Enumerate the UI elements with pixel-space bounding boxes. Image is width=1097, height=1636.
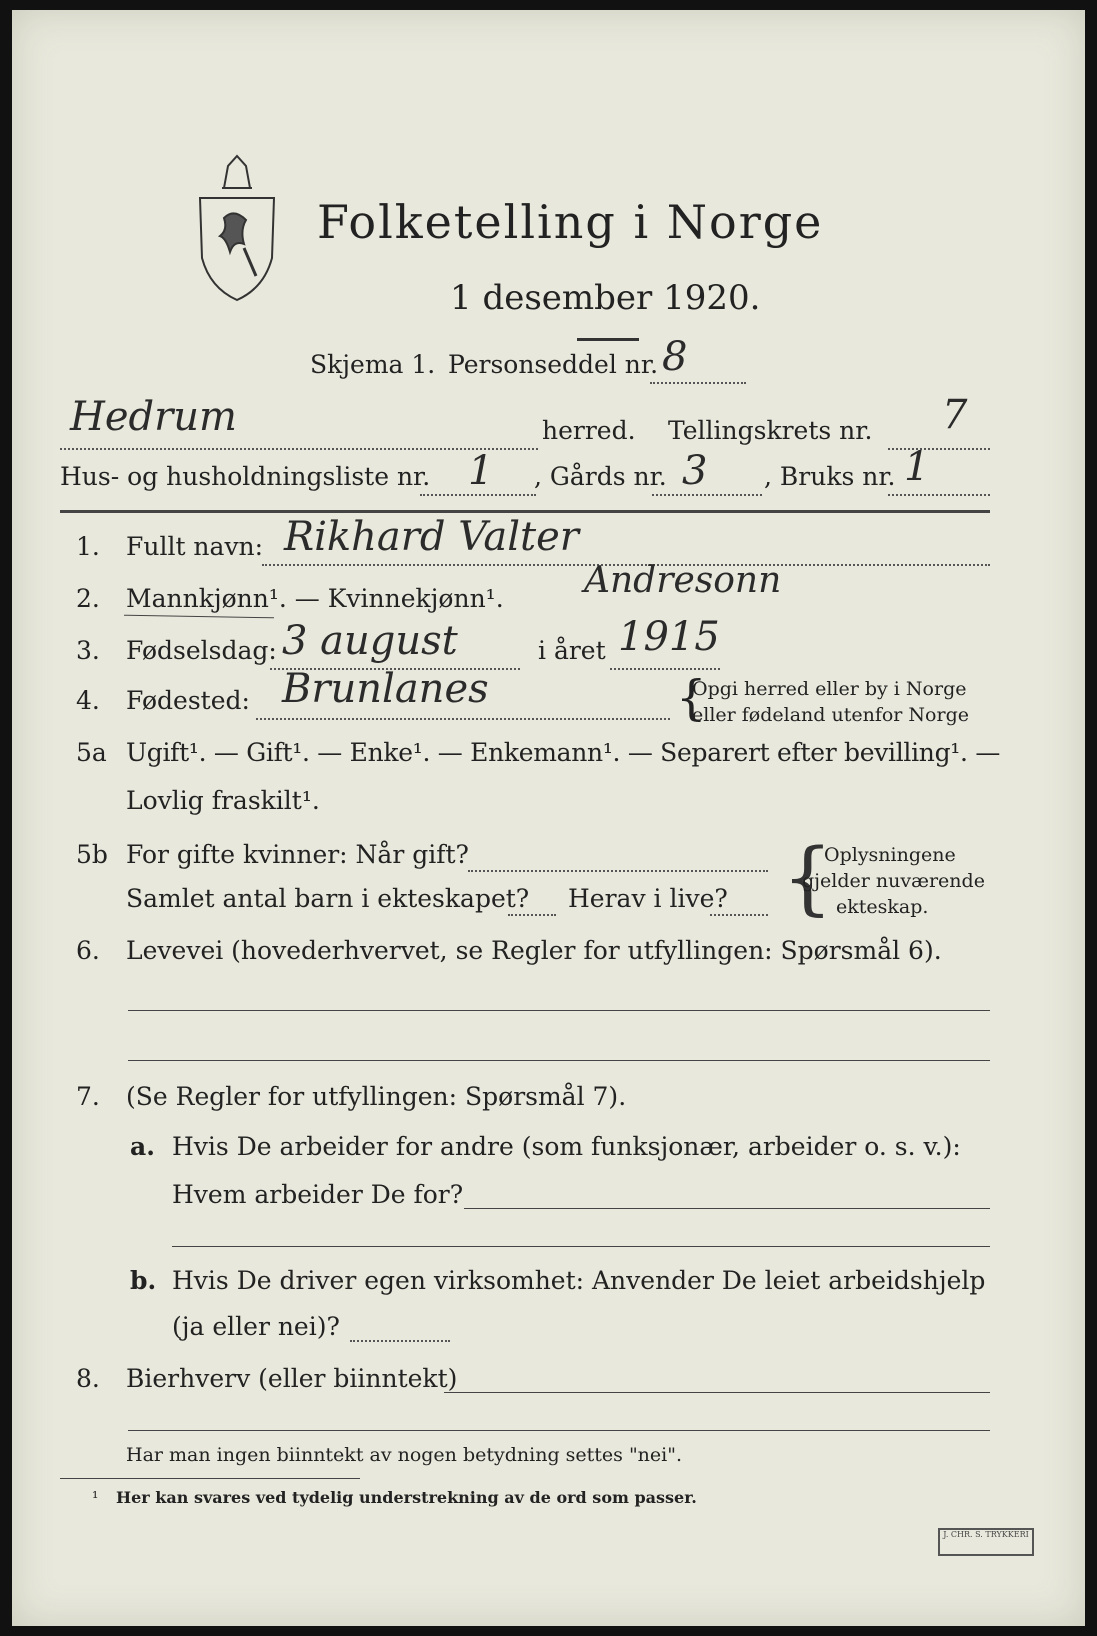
q8-number: 8. bbox=[76, 1364, 100, 1393]
income-note: Har man ingen biinntekt av nogen betydning settes "nei". bbox=[126, 1444, 683, 1466]
occupation-line-1[interactable] bbox=[128, 1010, 990, 1011]
census-form bbox=[12, 10, 1085, 1626]
title-divider bbox=[577, 338, 639, 341]
birthplace-note-1: Opgi herred eller by i Norge bbox=[692, 678, 967, 700]
bruks-value[interactable]: 1 bbox=[904, 444, 930, 490]
herred-label: herred. bbox=[542, 416, 636, 445]
birthdate-label: Fødselsdag: bbox=[126, 636, 277, 665]
personseddel-line bbox=[650, 382, 746, 384]
birthyear-label: i året bbox=[538, 636, 606, 665]
personseddel-value[interactable]: 8 bbox=[662, 334, 688, 380]
children-total-label: Samlet antal barn i ekteskapet? bbox=[126, 884, 530, 913]
children-alive-line bbox=[710, 914, 768, 916]
footnote-text: Her kan svares ved tydelig understrekning av de ord som passer. bbox=[116, 1488, 697, 1507]
hired-help-line[interactable] bbox=[350, 1340, 450, 1342]
employer-line-2[interactable] bbox=[172, 1246, 990, 1247]
footnote-marker: ¹ bbox=[92, 1488, 99, 1507]
tellingskrets-label: Tellingskrets nr. bbox=[668, 416, 873, 445]
bruks-label: , Bruks nr. bbox=[764, 462, 896, 491]
census-date: 1 desember 1920. bbox=[450, 278, 761, 318]
gender-options[interactable]: Mannkjønn¹. — Kvinnekjønn¹. bbox=[126, 584, 504, 613]
q7-number: 7. bbox=[76, 1082, 100, 1111]
birthplace-value[interactable]: Brunlanes bbox=[282, 666, 489, 712]
occupation-label: Levevei (hovederhvervet, se Regler for utfyllingen: Spørsmål 6). bbox=[126, 936, 942, 965]
header-divider bbox=[60, 510, 990, 513]
personseddel-label: Personseddel nr. bbox=[448, 350, 659, 379]
birthdate-value[interactable]: 3 august bbox=[282, 618, 458, 664]
birthplace-brace: { bbox=[676, 670, 707, 726]
norwegian-coat-of-arms-icon bbox=[194, 148, 280, 308]
marriage-note-3: ekteskap. bbox=[836, 896, 929, 918]
birthplace-line bbox=[256, 718, 670, 720]
marriage-brace: { bbox=[782, 831, 833, 924]
gender-underline bbox=[124, 615, 274, 619]
hired-help-label: (ja eller nei)? bbox=[172, 1312, 340, 1341]
skjema-label: Skjema 1. bbox=[310, 350, 436, 379]
gards-label: , Gårds nr. bbox=[534, 462, 667, 491]
employer-line[interactable] bbox=[464, 1208, 990, 1209]
full-name-label: Fullt navn: bbox=[126, 532, 264, 561]
hus-value[interactable]: 1 bbox=[468, 448, 494, 494]
q2-number: 2. bbox=[76, 584, 100, 613]
herred-value[interactable]: Hedrum bbox=[70, 394, 237, 440]
q3-number: 3. bbox=[76, 636, 100, 665]
gards-value[interactable]: 3 bbox=[682, 448, 708, 494]
employer-label: Hvem arbeider De for? bbox=[172, 1180, 464, 1209]
footnote-divider bbox=[60, 1478, 360, 1479]
marriage-note-1: Oplysningene bbox=[824, 844, 956, 866]
bruks-line bbox=[888, 494, 990, 496]
children-total-line bbox=[508, 914, 556, 916]
q7-label: (Se Regler for utfyllingen: Spørsmål 7). bbox=[126, 1082, 627, 1111]
form-title: Folketelling i Norge bbox=[317, 195, 824, 249]
married-when-line bbox=[468, 870, 768, 872]
q1-number: 1. bbox=[76, 532, 100, 561]
side-income-line-2[interactable] bbox=[128, 1430, 990, 1431]
q6-number: 6. bbox=[76, 936, 100, 965]
q5b-number: 5b bbox=[76, 840, 108, 869]
children-alive-label: Herav i live? bbox=[568, 884, 728, 913]
tellingskrets-value[interactable]: 7 bbox=[942, 392, 968, 438]
marriage-note-2: gjelder nuværende bbox=[802, 870, 985, 892]
married-when-label: For gifte kvinner: Når gift? bbox=[126, 840, 469, 869]
occupation-line-2[interactable] bbox=[128, 1060, 990, 1061]
hus-line bbox=[420, 494, 536, 496]
surname-value[interactable]: Andresonn bbox=[584, 560, 782, 601]
q7a-text: Hvis De arbeider for andre (som funksjonær, arbeider o. s. v.): bbox=[172, 1132, 961, 1161]
printer-stamp: J. CHR. S. TRYKKERI bbox=[938, 1528, 1034, 1556]
q7b-marker: b. bbox=[130, 1266, 157, 1295]
q7a-marker: a. bbox=[130, 1132, 155, 1161]
birthyear-value[interactable]: 1915 bbox=[618, 614, 720, 660]
birthplace-label: Fødested: bbox=[126, 686, 250, 715]
q7b-text: Hvis De driver egen virksomhet: Anvender De leiet arbeidshjelp bbox=[172, 1266, 986, 1295]
full-name-value[interactable]: Rikhard Valter bbox=[284, 514, 579, 560]
marital-status-divorced[interactable]: Lovlig fraskilt¹. bbox=[126, 786, 320, 815]
side-income-line[interactable] bbox=[444, 1392, 990, 1393]
birthplace-note-2: eller fødeland utenfor Norge bbox=[692, 704, 969, 726]
gards-line bbox=[652, 494, 762, 496]
side-income-label: Bierhverv (eller biinntekt) bbox=[126, 1364, 458, 1393]
marital-status-options[interactable]: Ugift¹. — Gift¹. — Enke¹. — Enkemann¹. — Separert efter bevilling¹. — bbox=[126, 738, 1001, 767]
hus-label: Hus- og husholdningsliste nr. bbox=[60, 462, 431, 491]
herred-line bbox=[60, 448, 538, 450]
q5a-number: 5a bbox=[76, 738, 107, 767]
q4-number: 4. bbox=[76, 686, 100, 715]
